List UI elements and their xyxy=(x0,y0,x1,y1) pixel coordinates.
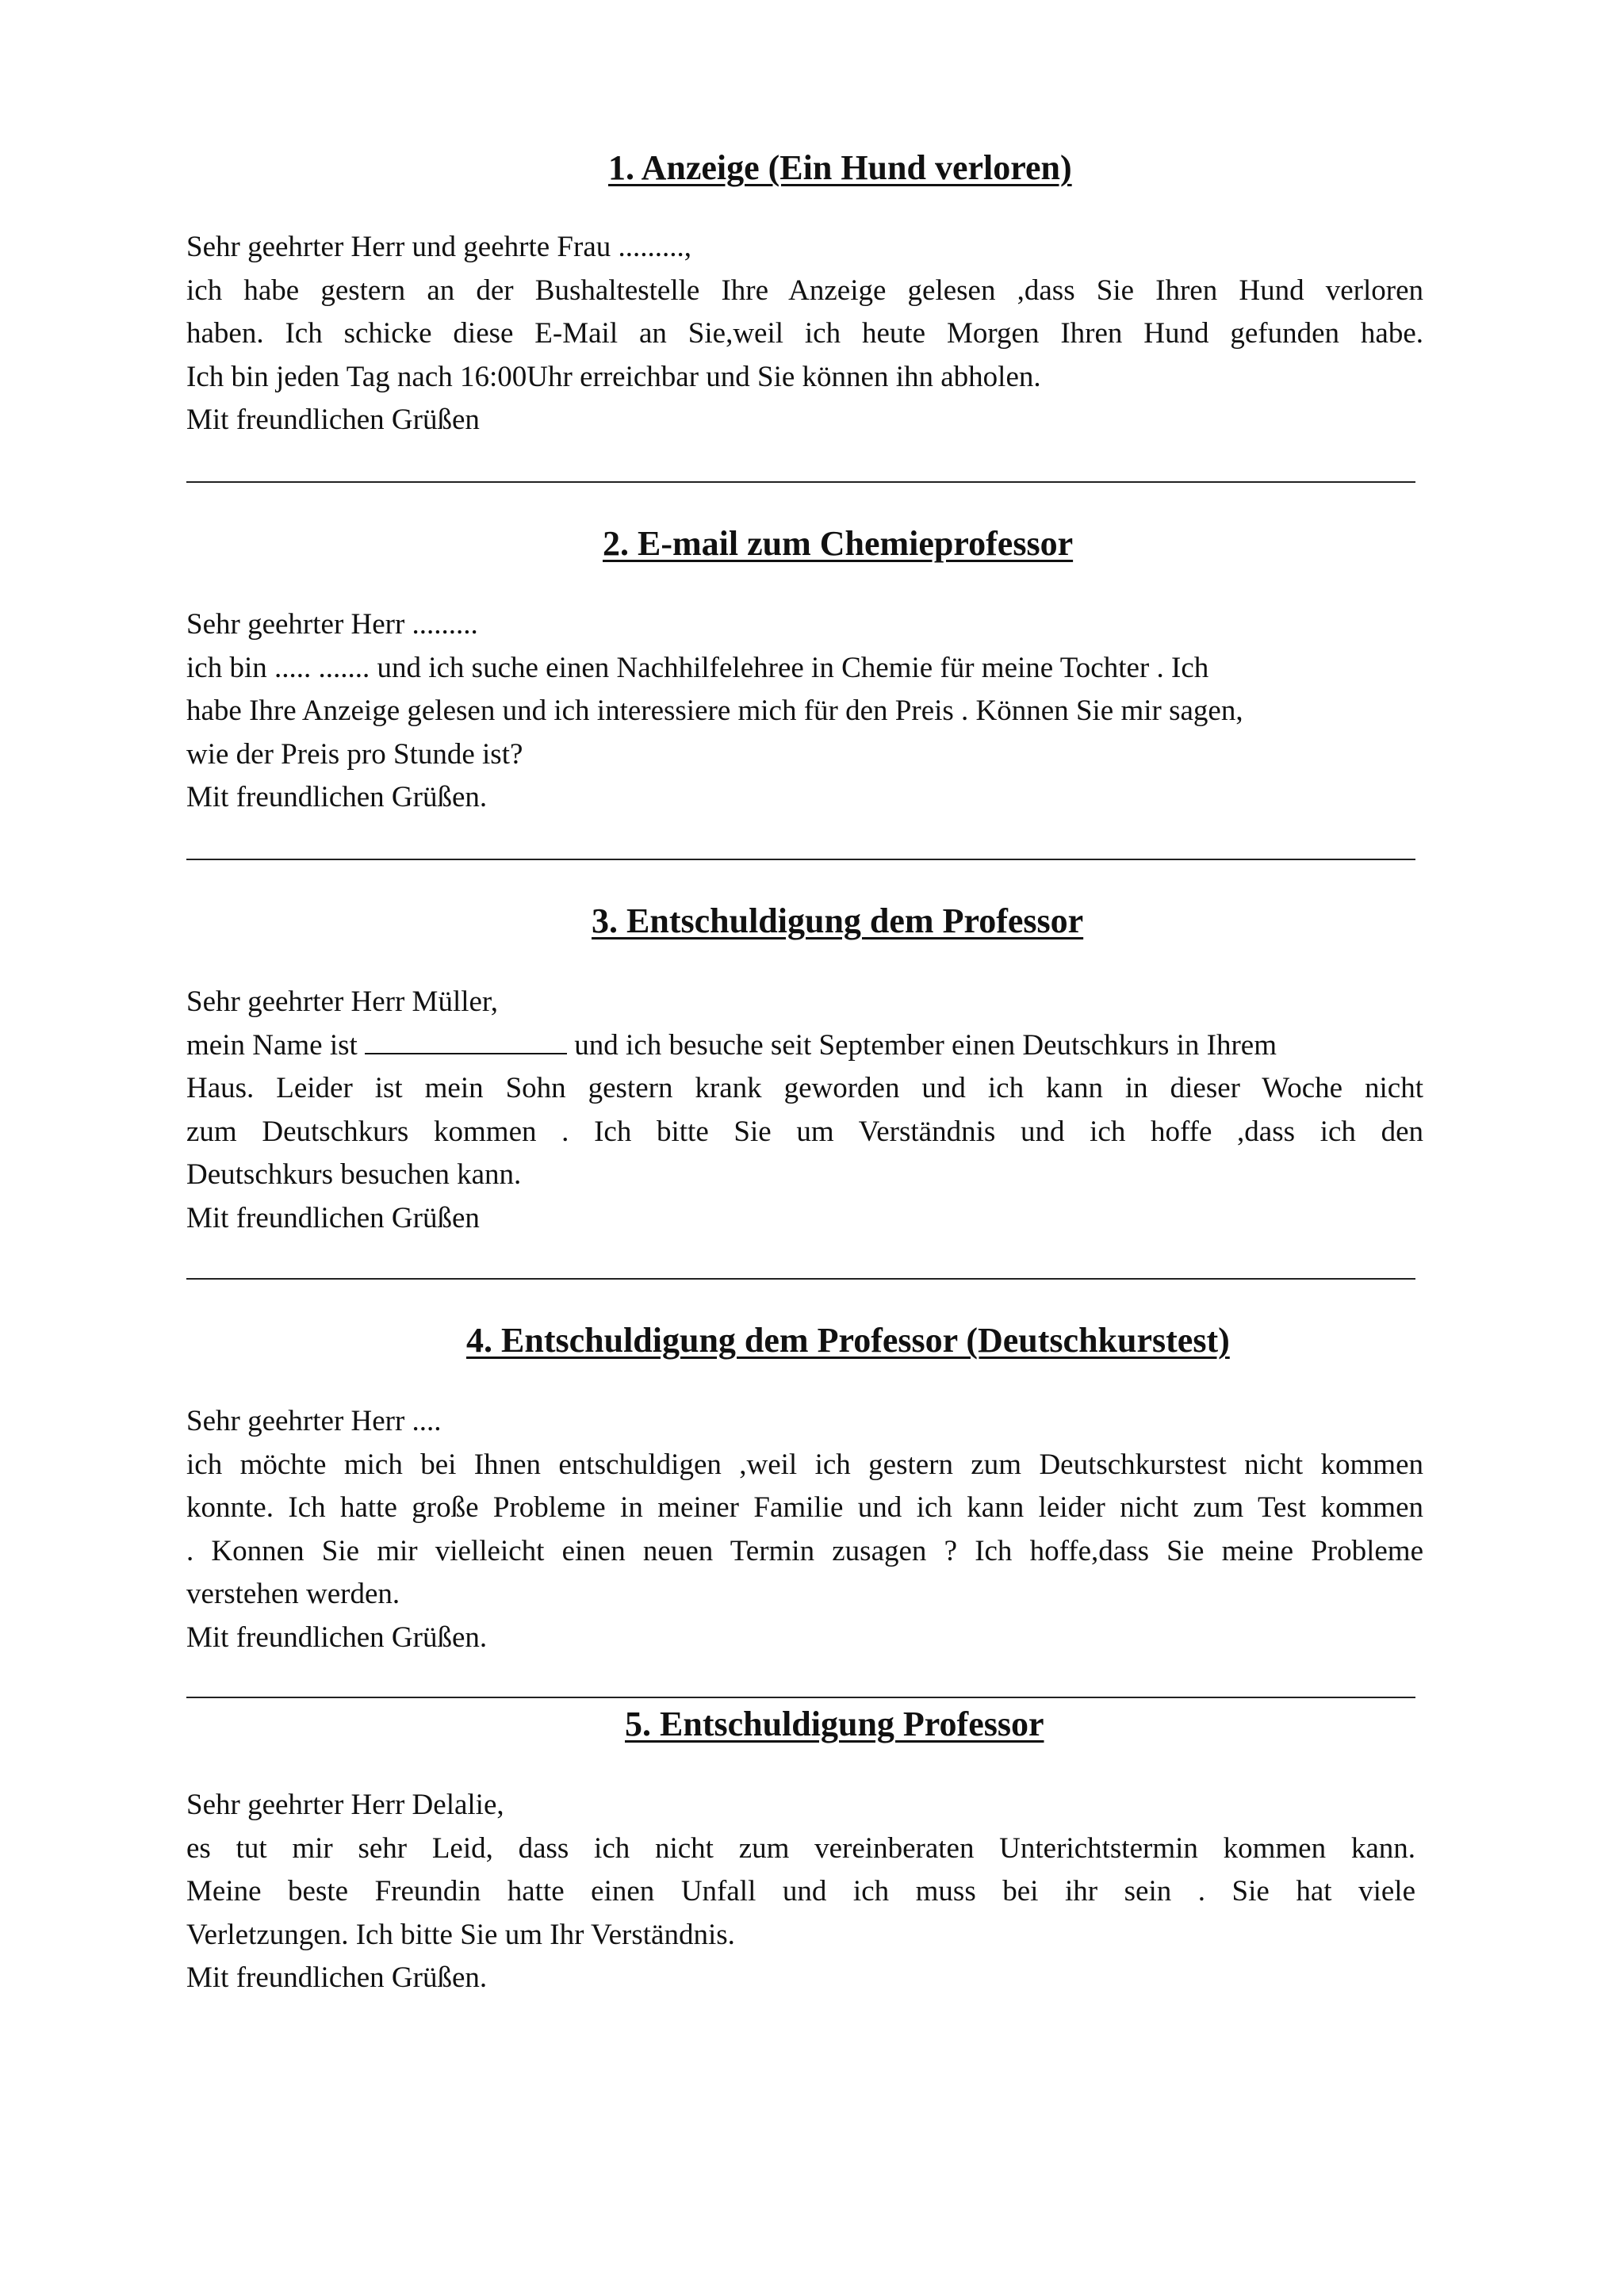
section-3-greeting: Sehr geehrter Herr Müller, xyxy=(186,985,499,1018)
section-1-line-1: ich habe gestern an der Bushaltestelle Ihre Anzeige gelesen ,dass Sie Ihren Hund verloren xyxy=(186,274,1423,307)
separator-line xyxy=(186,481,1415,483)
section-3-title: 3. Entschuldigung dem Professor xyxy=(592,901,1084,940)
section-1-greeting: Sehr geehrter Herr und geehrte Frau ........., xyxy=(186,231,691,263)
section-3-line-1 xyxy=(186,1024,1423,1068)
section-1-title: 1. Anzeige (Ein Hund verloren) xyxy=(608,148,1072,187)
section-4-closing: Mit freundlichen Grüßen. xyxy=(186,1621,488,1654)
section-4-greeting: Sehr geehrter Herr .... xyxy=(186,1405,442,1437)
section-5-line-3: Verletzungen. Ich bitte Sie um Ihr Verständnis. xyxy=(186,1918,735,1951)
section-3-line-2: Haus. Leider ist mein Sohn gestern krank geworden und ich kann in dieser Woche nicht xyxy=(186,1072,1423,1104)
section-3-line-4: Deutschkurs besuchen kann. xyxy=(186,1158,522,1191)
separator-line xyxy=(186,1278,1415,1280)
section-5-title: 5. Entschuldigung Professor xyxy=(625,1705,1044,1743)
section-2-closing: Mit freundlichen Grüßen. xyxy=(186,781,488,813)
section-2-line-2: habe Ihre Anzeige gelesen und ich interessiere mich für den Preis . Können Sie mir sagen, xyxy=(186,695,1243,727)
section-2-line-3: wie der Preis pro Stunde ist? xyxy=(186,737,523,771)
section-2-title: 2. E-mail zum Chemieprofessor xyxy=(603,524,1074,563)
separator-line xyxy=(186,859,1415,860)
section-4-line-3: . Konnen Sie mir vielleicht einen neuen Termin zusagen ? Ich hoffe,dass Sie meine Probleme xyxy=(186,1534,1423,1567)
section-4-line-2: konnte. Ich hatte große Probleme in meiner Familie und ich kann leider nicht zum Test kommen xyxy=(186,1491,1423,1524)
section-1-closing: Mit freundlichen Grüßen xyxy=(186,404,480,436)
section-5-line-1: es tut mir sehr Leid, dass ich nicht zum vereinberaten Unterichtstermin kommen kann. xyxy=(186,1831,1415,1865)
section-5-greeting: Sehr geehrter Herr Delalie, xyxy=(186,1789,504,1821)
section-4-line-4: verstehen werden. xyxy=(186,1578,400,1610)
section-4-line-1: ich möchte mich bei Ihnen entschuldigen ,weil ich gestern zum Deutschkurstest nicht kommen xyxy=(186,1448,1423,1481)
section-3-line-3: zum Deutschkurs kommen . Ich bitte Sie um Verständnis und ich hoffe ,dass ich den xyxy=(186,1115,1423,1148)
section-2-greeting: Sehr geehrter Herr ......... xyxy=(186,608,478,641)
section-1-line-2: haben. Ich schicke diese E-Mail an Sie,weil ich heute Morgen Ihren Hund gefunden habe. xyxy=(186,317,1423,350)
section-2-line-1: ich bin ..... ....... und ich suche einen Nachhilfelehree in Chemie für meine Tochter . Ich xyxy=(186,651,1209,684)
name-blank xyxy=(365,1029,567,1054)
section-4-title: 4. Entschuldigung dem Professor (Deutschkurstest) xyxy=(466,1321,1230,1360)
section-1-line-3: Ich bin jeden Tag nach 16:00Uhr erreichbar und Sie können ihn abholen. xyxy=(186,360,1041,393)
section-3-line-1-end: und ich besuche seit September einen Deutschkurs in Ihrem xyxy=(574,1028,1277,1062)
separator-line xyxy=(186,1697,1415,1698)
section-3-closing: Mit freundlichen Grüßen xyxy=(186,1201,480,1234)
section-5-closing: Mit freundlichen Grüßen. xyxy=(186,1961,488,1994)
section-5-line-2: Meine beste Freundin hatte einen Unfall und ich muss bei ihr sein . Sie hat viele xyxy=(186,1875,1415,1908)
section-3-line-1-start: mein Name ist xyxy=(186,1028,358,1062)
